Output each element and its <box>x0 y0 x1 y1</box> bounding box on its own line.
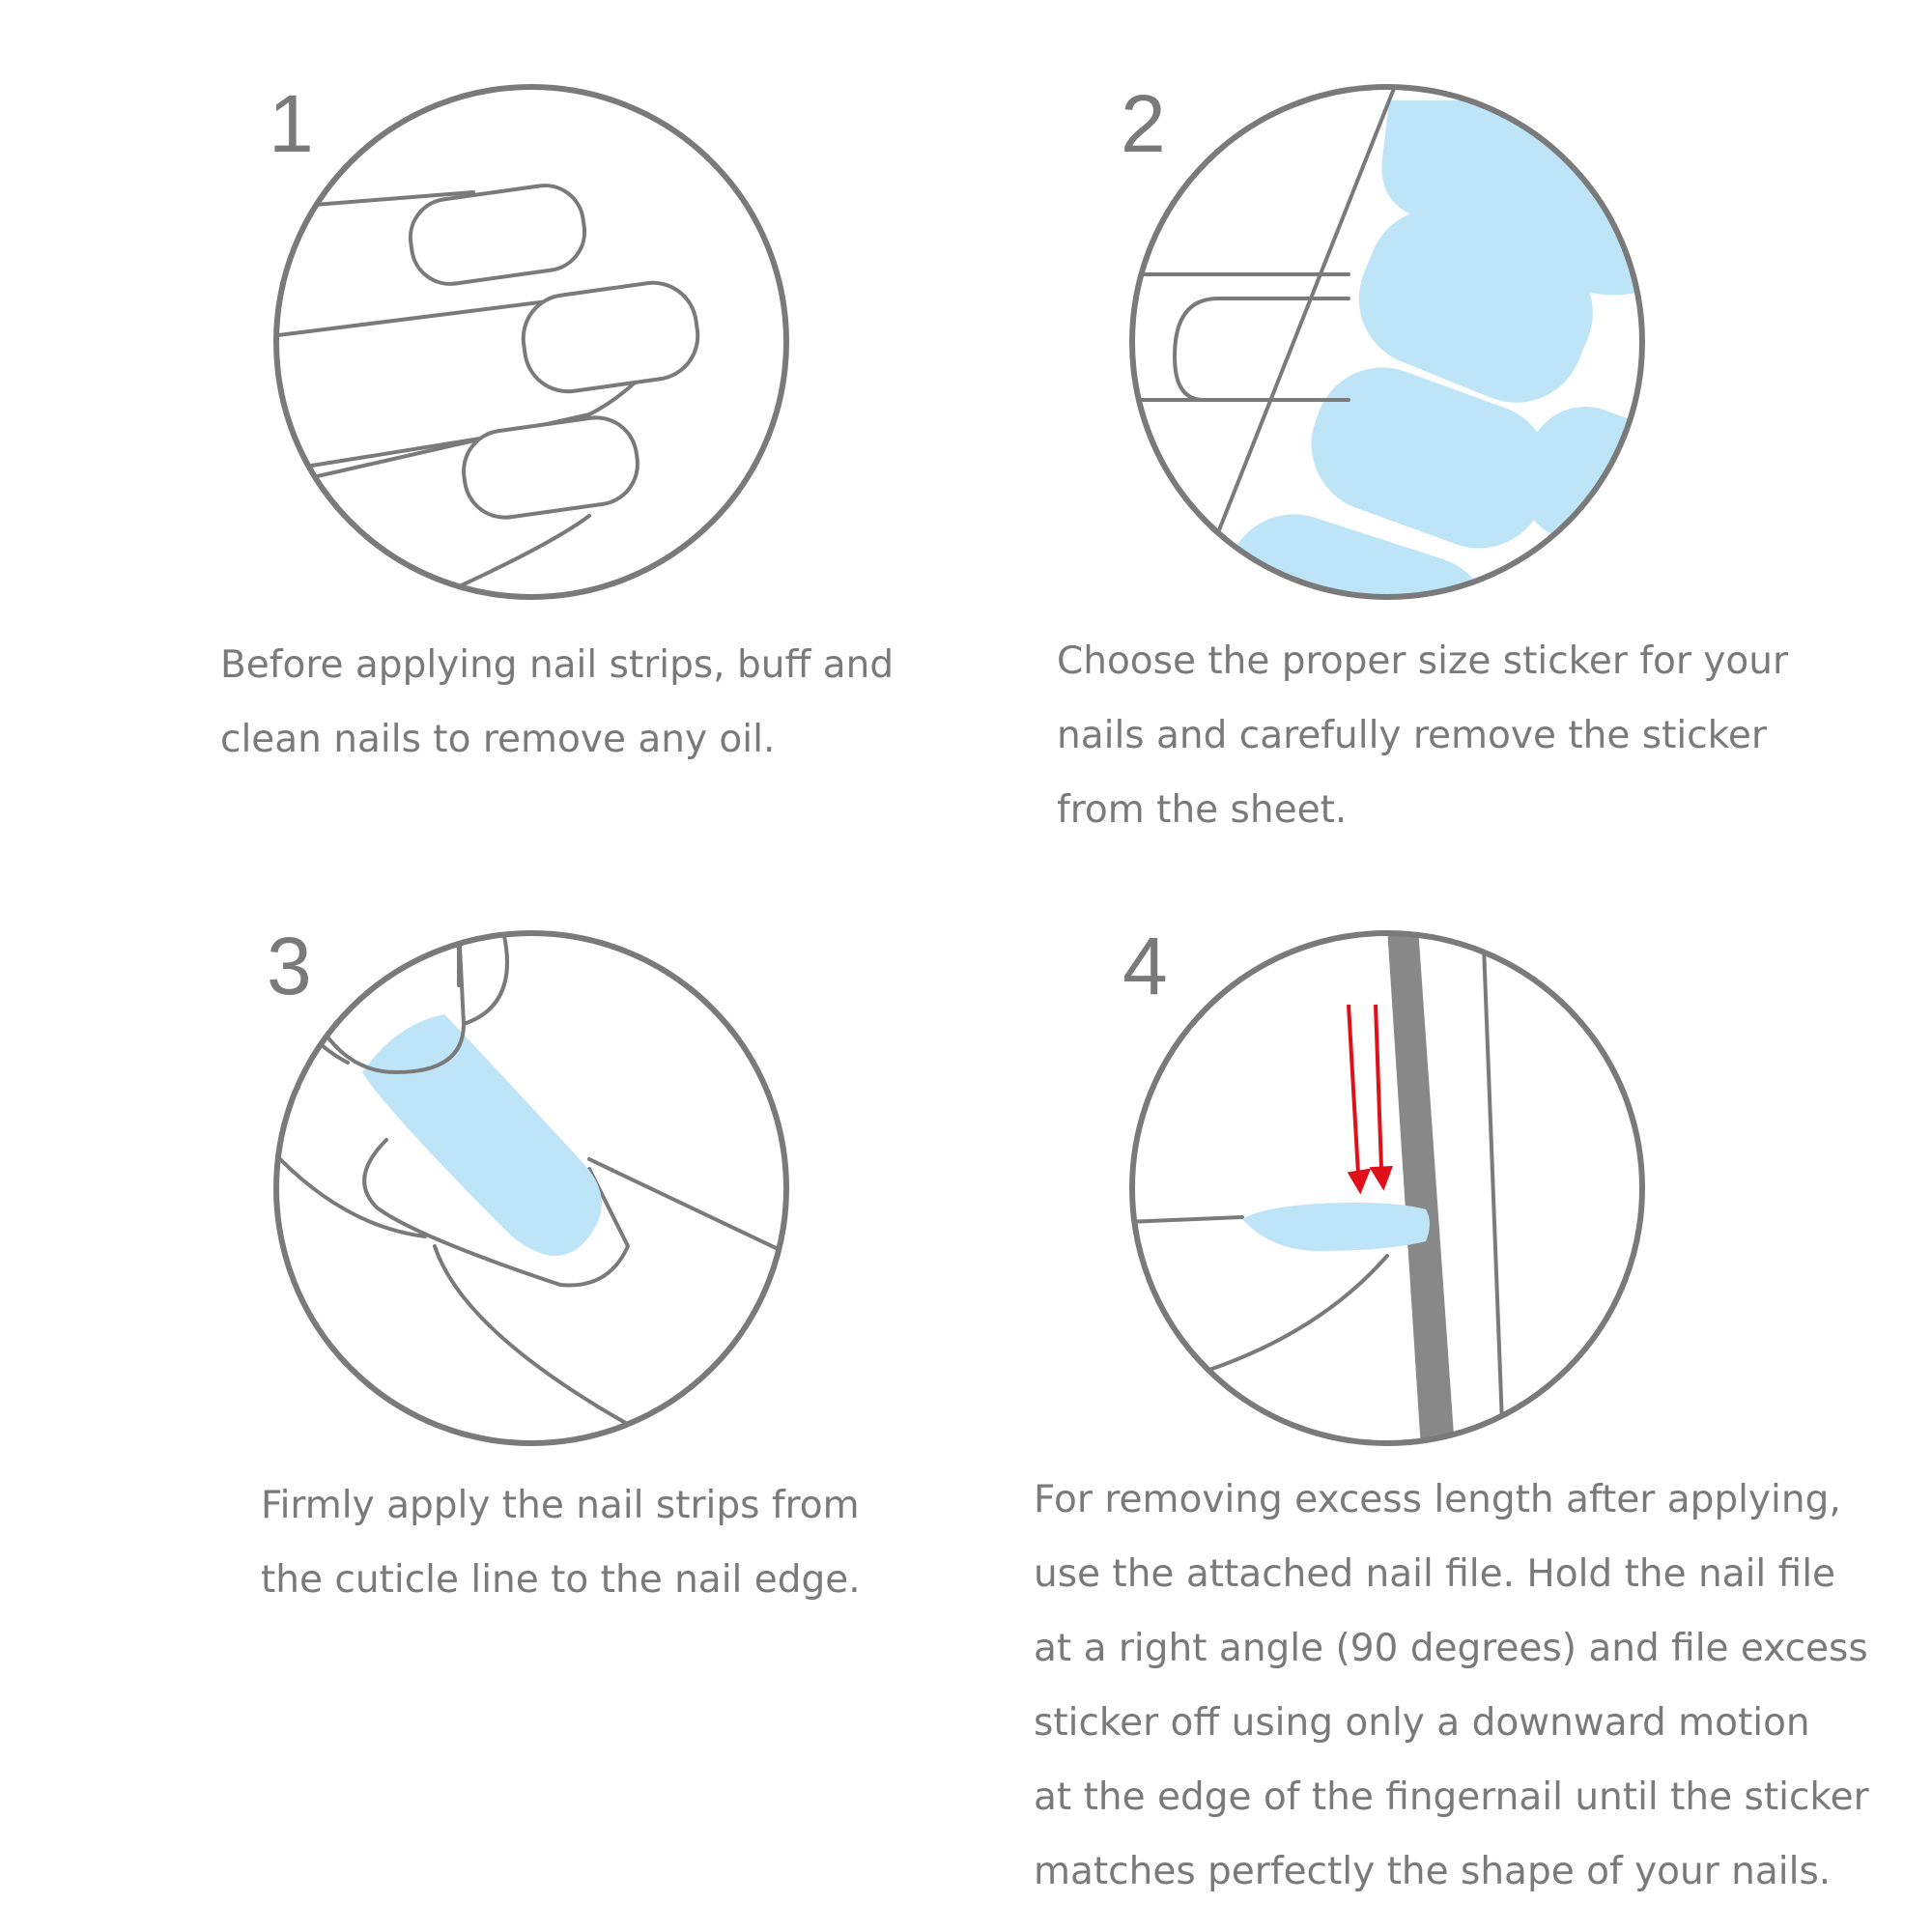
finger-top-icon <box>290 181 589 289</box>
caption-line: Choose the proper size sticker for your <box>1057 639 1788 683</box>
finger-bottom-icon <box>299 412 642 593</box>
caption-line: at the edge of the fingernail until the sticker <box>1034 1776 1869 1819</box>
caption-line: from the sheet. <box>1057 788 1348 832</box>
step-1-illustration <box>269 78 792 603</box>
step-1-caption <box>220 628 894 777</box>
caption-line: matches perfectly the shape of your nails. <box>1034 1850 1832 1893</box>
caption-line: Before applying nail strips, buff and <box>220 643 895 687</box>
caption-line: use the attached nail file. Hold the nail file <box>1034 1552 1836 1596</box>
nail-file-icon <box>1387 927 1503 1449</box>
finger-icon <box>1126 274 1349 400</box>
downward-arrow-icon <box>1349 1005 1390 1190</box>
nail-strip-icon <box>1242 1203 1430 1251</box>
step-2-number: 2 <box>1121 78 1166 169</box>
step-3-number: 3 <box>267 921 312 1011</box>
caption-line: Firmly apply the nail strips from <box>261 1484 860 1527</box>
caption-line: clean nails to remove any oil. <box>220 718 776 761</box>
caption-line: nails and carefully remove the sticker <box>1057 714 1767 757</box>
step-4-caption <box>1034 1463 1869 1909</box>
step-1-number: 1 <box>269 78 314 169</box>
caption-line: the cuticle line to the nail edge. <box>261 1558 861 1602</box>
step-3-illustration <box>270 927 792 1449</box>
step-4-number: 4 <box>1122 921 1168 1011</box>
caption-line: For removing excess length after applying, <box>1034 1478 1841 1521</box>
caption-line: at a right angle (90 degrees) and file excess <box>1034 1627 1868 1670</box>
step-2-caption <box>1057 624 1788 847</box>
step-4-illustration <box>1126 927 1648 1449</box>
step-3-caption <box>261 1468 861 1617</box>
caption-line: sticker off using only a downward motion <box>1034 1701 1810 1745</box>
step-2-illustration <box>1126 81 1648 603</box>
